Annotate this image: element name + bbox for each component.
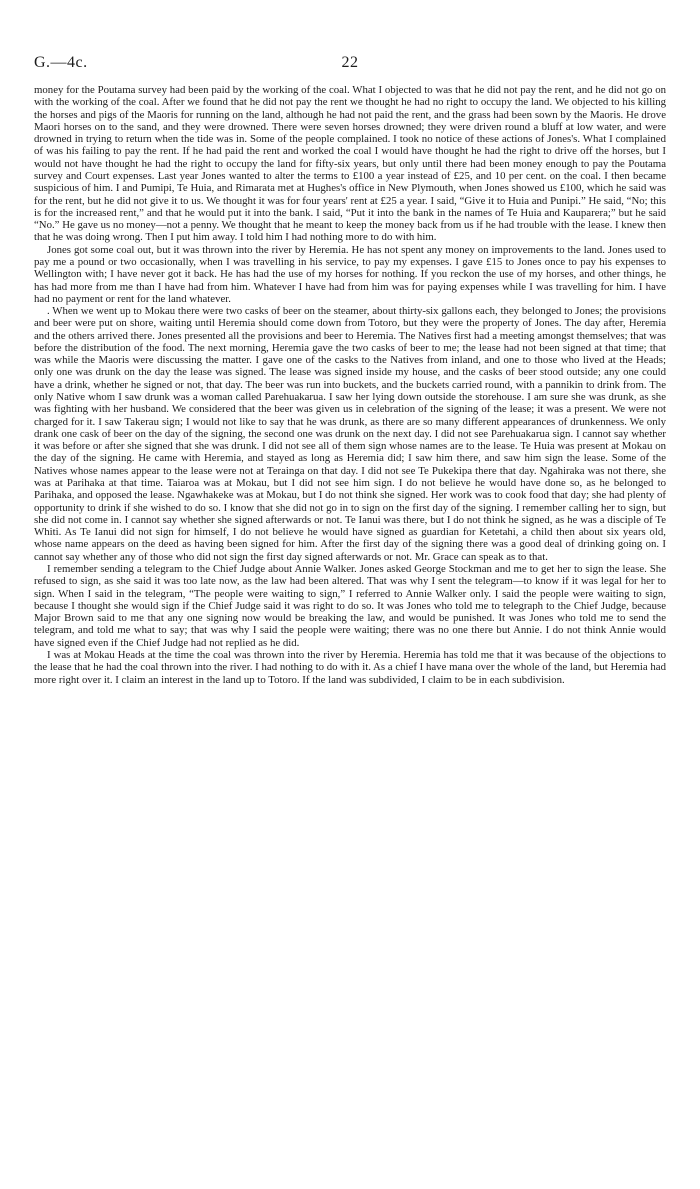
paragraph: . When we went up to Mokau there were two casks of beer on the steamer, about thirty-six gallons each, they belonged to Jones; the provisions and beer were put on shore, waiting until Heremia should come down from Totoro, but they were the property of Jones. The day after, Heremia and the others arrived there. Jones presented all the provisions and beer to Heremia. The Natives first had a meeting amongst themselves; that was before the distribution of the food. The next morning, Heremia gave the two casks of beer to me; the lease had not been signed at that time; that was while the Maoris were discussing the matter. I gave one of the casks to the Natives from inland, and one to those who lived at the Heads; only one was drunk on the day the lease was signed. The lease was signed inside my house, and the casks of beer stood outside; any one could have a drink, whether he signed or not, that day. The beer was run into buckets, and the buckets carried round, with a pannikin to drink from. The only Native whom I saw drunk was a woman called Parehuakarua. I saw her lying down outside the storehouse. I am sure she was drunk, as she was fighting with her husband. We considered that the beer was given us in celebration of the signing of the lease; it was a present. We were not charged for it. I saw Takerau sign; I would not like to say that he was drunk, as there are so many different appearances of drunkenness. We only drank one cask of beer on the day of the signing, the second one was drunk on the next day. I did not see Parehuakarua sign. I cannot say whether it was before or after she signed that she was drunk. I did not see all of them sign whose names are to the lease. Te Huia was present at Mokau on the day of the signing. He came with Heremia, and stayed as long as Heremia did; I saw him there, and saw him sign the lease. Some of the Natives whose names appear to the lease were not at Terainga on that day. I did not see Te Pukekipa there that day. Ngahiraka was not there, she was at Parihaka at that time. Taiaroa was at Mokau, but I did not see him sign. I do not believe he would have done so, as he belonged to Parihaka, and opposed the lease. Ngawhakeke was at Mokau, but I do not think she signed. Her work was to cook food that day; she had plenty of opportunity to drink if she wished to do so. I know that she did not go in to sign on the first day of the signing. I remember calling her to sign, but she did not come in. I cannot say whether she signed afterwards or not. Te Ianui was there, but I do not think he signed, as he was a disciple of Te Whiti. As Te Ianui did not sign for himself, I do not believe he would have signed as guardian for Ketetahi, a child then about six years old, whose name appears on the deed as having been signed for him. After the first day of the signing there was a good deal of drinking going on. I cannot say whether any of those who did not sign the first day signed afterwards or not. Mr. Grace can speak as to that. (34, 305, 666, 563)
page-header (34, 54, 666, 74)
document-reference: G.—4c. (34, 54, 88, 71)
body-text (34, 84, 666, 686)
paragraph: money for the Poutama survey had been paid by the working of the coal. What I objected to was that he did not pay the rent, and he did not go on with the working of the coal. After we found that he did not pay the rent we thought he had no right to occupy the land. We objected to his killing the horses and pigs of the Maoris for running on the land, although he had not paid the rent, and the grass had been sown by the Maoris. He drove Maori horses on to the sand, and they were drowned. There were seven horses drowned; they were driven round a bluff at low water, and were drowned in trying to return when the tide was in. Some of the people complained. I took no notice of these actions of Jones's. What I complained of was his failing to pay the rent. If he had paid the rent and worked the coal I would have thought he had the right to drive off the horses, but I would not have thought he had the right to occupy the land for fifty-six years, but only until there had been money enough to pay the Poutama survey and Court expenses. Last year Jones wanted to alter the terms to £100 a year instead of £25, and 10 per cent. on the coal. I then became suspicious of him. I and Pumipi, Te Huia, and Rimarata met at Hughes's office in New Plymouth, when Jones showed us £100, which he said was for the rent, but he did not give it to us. We thought it was for four years' rent at £25 a year. I said, “Give it to Huia and Punipi.” He said, “No; this is for the increased rent,” and that he would put it into the bank. I said, “Put it into the bank in the names of Te Huia and Kauparera;” but he said “No.” He gave us no money—not a penny. We thought that he meant to keep the money back from us if he had trouble with the lease. I knew then that he was doing wrong. Then I put him away. I told him I had nothing more to do with him. (34, 84, 666, 244)
paragraph: I remember sending a telegram to the Chief Judge about Annie Walker. Jones asked George Stockman and me to get her to sign the lease. She refused to sign, as she said it was too late now, as the law had been altered. That was why I sent the telegram—to know if it was legal for her to sign. When I said in the telegram, “The people were waiting to sign,” I referred to Annie Walker only. I said the people were waiting to sign, because I thought she would sign if the Chief Judge said it was right to do so. It was Jones who told me to telegraph to the Chief Judge, because Major Brown said to me that any one signing now would be breaking the law, and would be punished. It was Jones who told me to send the telegram, and told me what to say; that was why I said the people were waiting; there was no one there but Annie. I do not think Annie would have signed even if the Chief Judge had not replied as he did. (34, 562, 666, 649)
paragraph: I was at Mokau Heads at the time the coal was thrown into the river by Heremia. Heremia has told me that it was because of the objections to the lease that he had the coal thrown into the river. I had nothing to do with it. As a chief I have mana over the whole of the land, but Heremia had more right over it. I claim an interest in the land up to Totoro. If the land was subdivided, I claim to be in each subdivision. (34, 648, 666, 686)
paragraph: Jones got some coal out, but it was thrown into the river by Heremia. He has not spent any money on improvements to the land. Jones used to pay me a pound or two occasionally, when I was travelling in his service, to pay my expenses. I gave £15 to Jones once to pay his expenses to Wellington with; I have never got it back. He has had the use of my horses for nothing. If you reckon the use of my horses, and other things, he has had more from me than I have had from him. Whatever I have had from him was for paying expenses while I was travelling for him. I have had no payment or rent for the land whatever. (34, 243, 666, 305)
page-number: 22 (341, 54, 359, 71)
